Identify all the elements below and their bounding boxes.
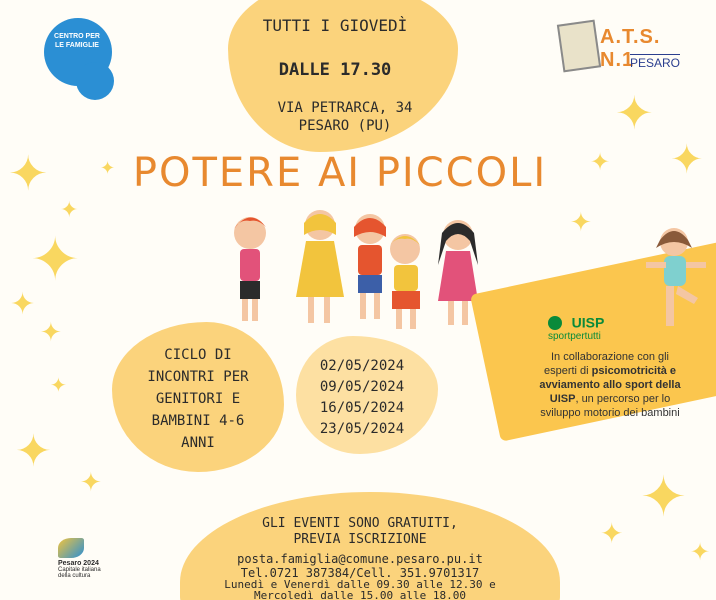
ats-title: A.T.S. N.1 <box>600 26 661 71</box>
pesaro-2024-title: Pesaro 2024 <box>58 560 99 567</box>
pesaro-2024-sub2: della cultura <box>58 573 91 579</box>
uisp-name: UISP <box>571 314 605 331</box>
child-4 <box>390 234 420 329</box>
opening-hours-1: Lunedì e Venerdì dalle 09.30 alle 12.30 e <box>224 578 496 591</box>
free-events-notice: GLI EVENTI SONO GRATUITI, <box>262 516 458 531</box>
sparkle-icon: ✦ <box>670 137 704 183</box>
child-1 <box>234 217 266 321</box>
address-city: PESARO (PU) <box>298 118 392 134</box>
cycle-description <box>118 344 278 454</box>
cycle-line: BAMBINI 4-6 <box>151 413 245 429</box>
child-2 <box>296 210 344 323</box>
pesaro-2024-sub1: Capitale italiana <box>58 567 101 573</box>
cycle-line: GENITORI E <box>155 391 241 407</box>
sparkle-icon: ✦ <box>60 198 79 223</box>
pesaro-2024-icon <box>58 538 84 558</box>
uisp-logo-icon <box>548 316 562 330</box>
uisp-tagline: sportpertutti <box>548 331 601 342</box>
uisp-text-a: In collaborazione con gli esperti di <box>543 351 670 377</box>
date-item: 23/05/2024 <box>319 421 405 437</box>
ats-logo <box>560 22 690 74</box>
sparkle-icon: ✦ <box>600 517 624 550</box>
sparkle-icon: ✦ <box>590 148 611 176</box>
sparkle-icon: ✦ <box>40 318 62 348</box>
schedule-time: DALLE 17.30 <box>278 60 392 80</box>
contact-email[interactable]: posta.famiglia@comune.pesaro.pu.it <box>237 552 483 566</box>
sparkle-icon: ✦ <box>30 225 81 295</box>
ats-subtitle: PESARO <box>630 56 681 70</box>
sparkle-icon: ✦ <box>615 86 654 140</box>
date-item: 09/05/2024 <box>319 379 405 395</box>
opening-hours-2: Mercoledì dalle 15.00 alle 18.00 <box>254 589 466 600</box>
ats-map-icon <box>557 20 601 73</box>
sparkle-icon: ✦ <box>640 465 687 530</box>
schedule-day: TUTTI I GIOVEDÌ <box>262 16 408 35</box>
contact-phones: Tel.0721 387384/Cell. 351.9701317 <box>240 566 480 580</box>
sparkle-icon: ✦ <box>80 468 102 498</box>
sparkle-icon: ✦ <box>15 426 52 477</box>
sparkle-icon: ✦ <box>10 287 36 322</box>
uisp-description <box>536 350 684 420</box>
uisp-brand <box>548 312 638 342</box>
uisp-text-bold: psicomotricità e avviamento allo sport della UISP <box>539 365 681 405</box>
child-3 <box>354 214 386 319</box>
page-title: POTERE AI PICCOLI <box>132 150 548 196</box>
date-item: 02/05/2024 <box>319 358 405 374</box>
dates-list <box>296 356 428 440</box>
cycle-line: CICLO DI <box>164 347 232 363</box>
sparkle-icon: ✦ <box>570 208 592 238</box>
date-item: 16/05/2024 <box>319 400 405 416</box>
address-street: VIA PETRARCA, 34 <box>277 100 413 116</box>
uisp-text-b: , un percorso per lo sviluppo motorio dei bambini <box>540 393 680 419</box>
child-5 <box>438 220 478 325</box>
sparkle-icon: ✦ <box>690 538 711 566</box>
centro-famiglie-logo <box>44 18 118 108</box>
sparkle-icon: ✦ <box>100 158 116 179</box>
pesaro-2024-logo <box>58 538 138 579</box>
registration-notice: PREVIA ISCRIZIONE <box>293 532 427 547</box>
sparkle-icon: ✦ <box>8 146 49 202</box>
yoga-girl-illustration <box>640 222 712 334</box>
centro-famiglie-text: CENTRO PER LE FAMIGLIE <box>54 33 100 49</box>
sparkle-icon: ✦ <box>50 373 67 397</box>
cycle-line: INCONTRI PER <box>147 369 249 385</box>
cycle-line: ANNI <box>181 435 215 451</box>
children-illustration <box>220 205 490 335</box>
